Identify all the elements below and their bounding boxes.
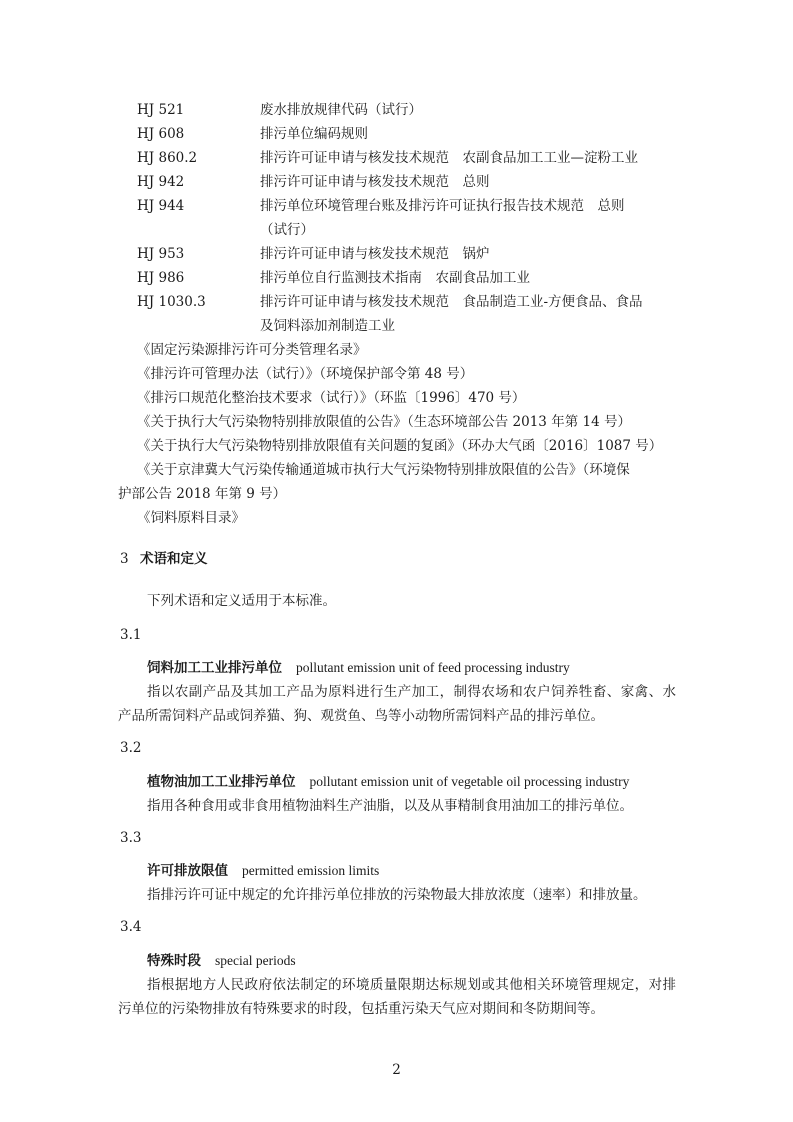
definition-text: 污单位的污染物排放有特殊要求的时段，包括重污染天气应对期间和冬防期间等。 — [118, 1001, 604, 1017]
definition-term — [147, 952, 296, 970]
reference-code: HJ 860.2 — [137, 150, 198, 166]
term-english: pollutant emission unit of feed processing industry — [296, 660, 570, 675]
term-chinese: 植物油加工工业排污单位 — [147, 774, 296, 790]
definition-number: 3.4 — [120, 919, 142, 935]
regulation-item: 《关于执行大气污染物特别排放限值的公告》（生态环境部公告 2013 年第 14 号） — [137, 414, 631, 430]
reference-code: HJ 942 — [137, 174, 185, 190]
section-number: 3 — [120, 551, 129, 567]
definition-number: 3.1 — [120, 627, 142, 643]
term-english: pollutant emission unit of vegetable oil processing industry — [309, 774, 630, 789]
section-intro: 下列术语和定义适用于本标准。 — [147, 593, 336, 609]
regulation-item: 《关于京津冀大气污染传输通道城市执行大气污染物特别排放限值的公告》（环境保 — [137, 462, 630, 478]
definition-term — [147, 773, 629, 791]
reference-title: 排污许可证申请与核发技术规范 总则 — [260, 174, 490, 190]
reference-code: HJ 944 — [137, 198, 185, 214]
definition-text: 指以农副产品及其加工产品为原料进行生产加工，制得农场和农户饲养牲畜、家禽、水 — [147, 684, 676, 700]
reference-title: 排污单位编码规则 — [260, 126, 368, 142]
term-chinese: 饲料加工工业排污单位 — [147, 660, 282, 676]
reference-title-continued: （试行） — [260, 222, 314, 238]
reference-code: HJ 521 — [137, 102, 185, 118]
reference-code: HJ 953 — [137, 246, 185, 262]
definition-text: 指用各种食用或非食用植物油料生产油脂，以及从事精制食用油加工的排污单位。 — [147, 798, 633, 814]
reference-title: 排污许可证申请与核发技术规范 农副食品加工工业—淀粉工业 — [260, 150, 638, 166]
definition-text: 产品所需饲料产品或饲养猫、狗、观赏鱼、鸟等小动物所需饲料产品的排污单位。 — [118, 708, 604, 724]
term-chinese: 特殊时段 — [147, 953, 201, 969]
page-number: 2 — [392, 1062, 401, 1078]
reference-title: 排污许可证申请与核发技术规范 食品制造工业-方便食品、食品 — [260, 294, 643, 310]
reference-title: 排污许可证申请与核发技术规范 锅炉 — [260, 246, 490, 262]
section-heading: 术语和定义 — [140, 551, 208, 567]
regulation-item: 《排污口规范化整治技术要求（试行）》（环监〔1996〕470 号） — [137, 390, 526, 406]
definition-text: 指根据地方人民政府依法制定的环境质量限期达标规划或其他相关环境管理规定，对排 — [147, 977, 676, 993]
regulation-item: 《关于执行大气污染物特别排放限值有关问题的复函》（环办大气函〔2016〕1087 号） — [137, 438, 663, 454]
regulation-item-continued: 护部公告 2018 年第 9 号） — [118, 486, 287, 502]
definition-number: 3.2 — [120, 740, 142, 756]
regulation-item: 《饲料原料目录》 — [137, 510, 245, 526]
term-english: permitted emission limits — [242, 863, 380, 878]
reference-title: 排污单位环境管理台账及排污许可证执行报告技术规范 总则 — [260, 198, 625, 214]
definition-text: 指排污许可证中规定的允许排污单位排放的污染物最大排放浓度（速率）和排放量。 — [147, 887, 647, 903]
reference-title: 排污单位自行监测技术指南 农副食品加工业 — [260, 270, 530, 286]
regulation-item: 《排污许可管理办法（试行）》（环境保护部令第 48 号） — [137, 366, 474, 382]
reference-code: HJ 986 — [137, 270, 185, 286]
reference-title-continued: 及饲料添加剂制造工业 — [260, 318, 395, 334]
definition-term — [147, 659, 570, 677]
reference-code: HJ 1030.3 — [137, 294, 206, 310]
regulation-item: 《固定污染源排污许可分类管理名录》 — [137, 342, 367, 358]
term-english: special periods — [215, 953, 296, 968]
reference-title: 废水排放规律代码（试行） — [260, 102, 422, 118]
term-chinese: 许可排放限值 — [147, 863, 228, 879]
reference-code: HJ 608 — [137, 126, 185, 142]
definition-number: 3.3 — [120, 830, 142, 846]
definition-term — [147, 862, 379, 880]
